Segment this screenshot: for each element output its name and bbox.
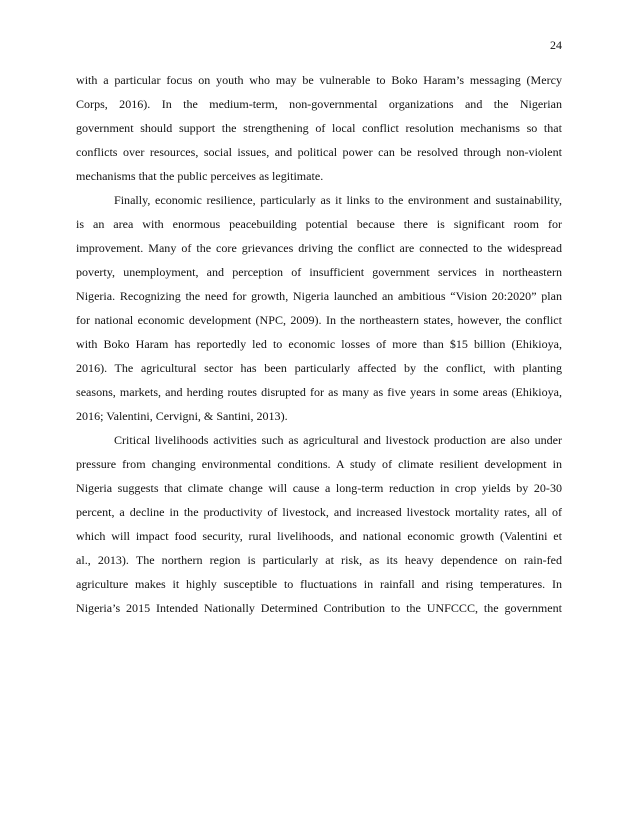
text-line: conflicts over resources, social issues, and political power can be resolved through non-violent xyxy=(76,145,562,159)
paragraph xyxy=(76,188,562,428)
text-line: agriculture makes it highly susceptible to fluctuations in rainfall and rising temperatures. In xyxy=(76,577,562,591)
paragraph xyxy=(76,68,562,188)
text-line: 2016). The agricultural sector has been particularly affected by the conflict, with planting xyxy=(76,361,562,375)
text-line: percent, a decline in the productivity of livestock, and increased livestock mortality rates, all of xyxy=(76,505,562,519)
page-number: 24 xyxy=(550,38,562,52)
text-line: for national economic development (NPC, 2009). In the northeastern states, however, the conflict xyxy=(76,313,562,327)
document-body xyxy=(76,68,562,620)
text-line: Critical livelihoods activities such as agricultural and livestock production are also under xyxy=(114,433,562,447)
text-line: 2016; Valentini, Cervigni, & Santini, 2013). xyxy=(76,409,288,423)
text-line: Corps, 2016). In the medium-term, non-governmental organizations and the Nigerian xyxy=(76,97,562,111)
text-line: pressure from changing environmental conditions. A study of climate resilient development in xyxy=(76,457,562,471)
paragraph xyxy=(76,428,562,620)
text-line: improvement. Many of the core grievances driving the conflict are connected to the widespread xyxy=(76,241,562,255)
text-line: Nigeria. Recognizing the need for growth, Nigeria launched an ambitious “Vision 20:2020” plan xyxy=(76,289,562,303)
text-line: government should support the strengthening of local conflict resolution mechanisms so that xyxy=(76,121,562,135)
text-line: which will impact food security, rural livelihoods, and national economic growth (Valentini et xyxy=(76,529,562,543)
text-line: mechanisms that the public perceives as legitimate. xyxy=(76,169,324,183)
text-line: poverty, unemployment, and perception of insufficient government services in northeastern xyxy=(76,265,562,279)
text-line: Nigeria suggests that climate change will cause a long-term reduction in crop yields by 20-30 xyxy=(76,481,562,495)
text-line: with a particular focus on youth who may be vulnerable to Boko Haram’s messaging (Mercy xyxy=(76,73,562,87)
text-line: Nigeria’s 2015 Intended Nationally Determined Contribution to the UNFCCC, the government xyxy=(76,601,562,615)
text-line: with Boko Haram has reportedly led to economic losses of more than $15 billion (Ehikioya, xyxy=(76,337,562,351)
text-line: seasons, markets, and herding routes disrupted for as many as five years in some areas (Ehikioya, xyxy=(76,385,562,399)
text-line: Finally, economic resilience, particularly as it links to the environment and sustainability, xyxy=(114,193,562,207)
text-line: al., 2013). The northern region is particularly at risk, as its heavy dependence on rain-fed xyxy=(76,553,562,567)
text-line: is an area with enormous peacebuilding potential because there is significant room for xyxy=(76,217,562,231)
